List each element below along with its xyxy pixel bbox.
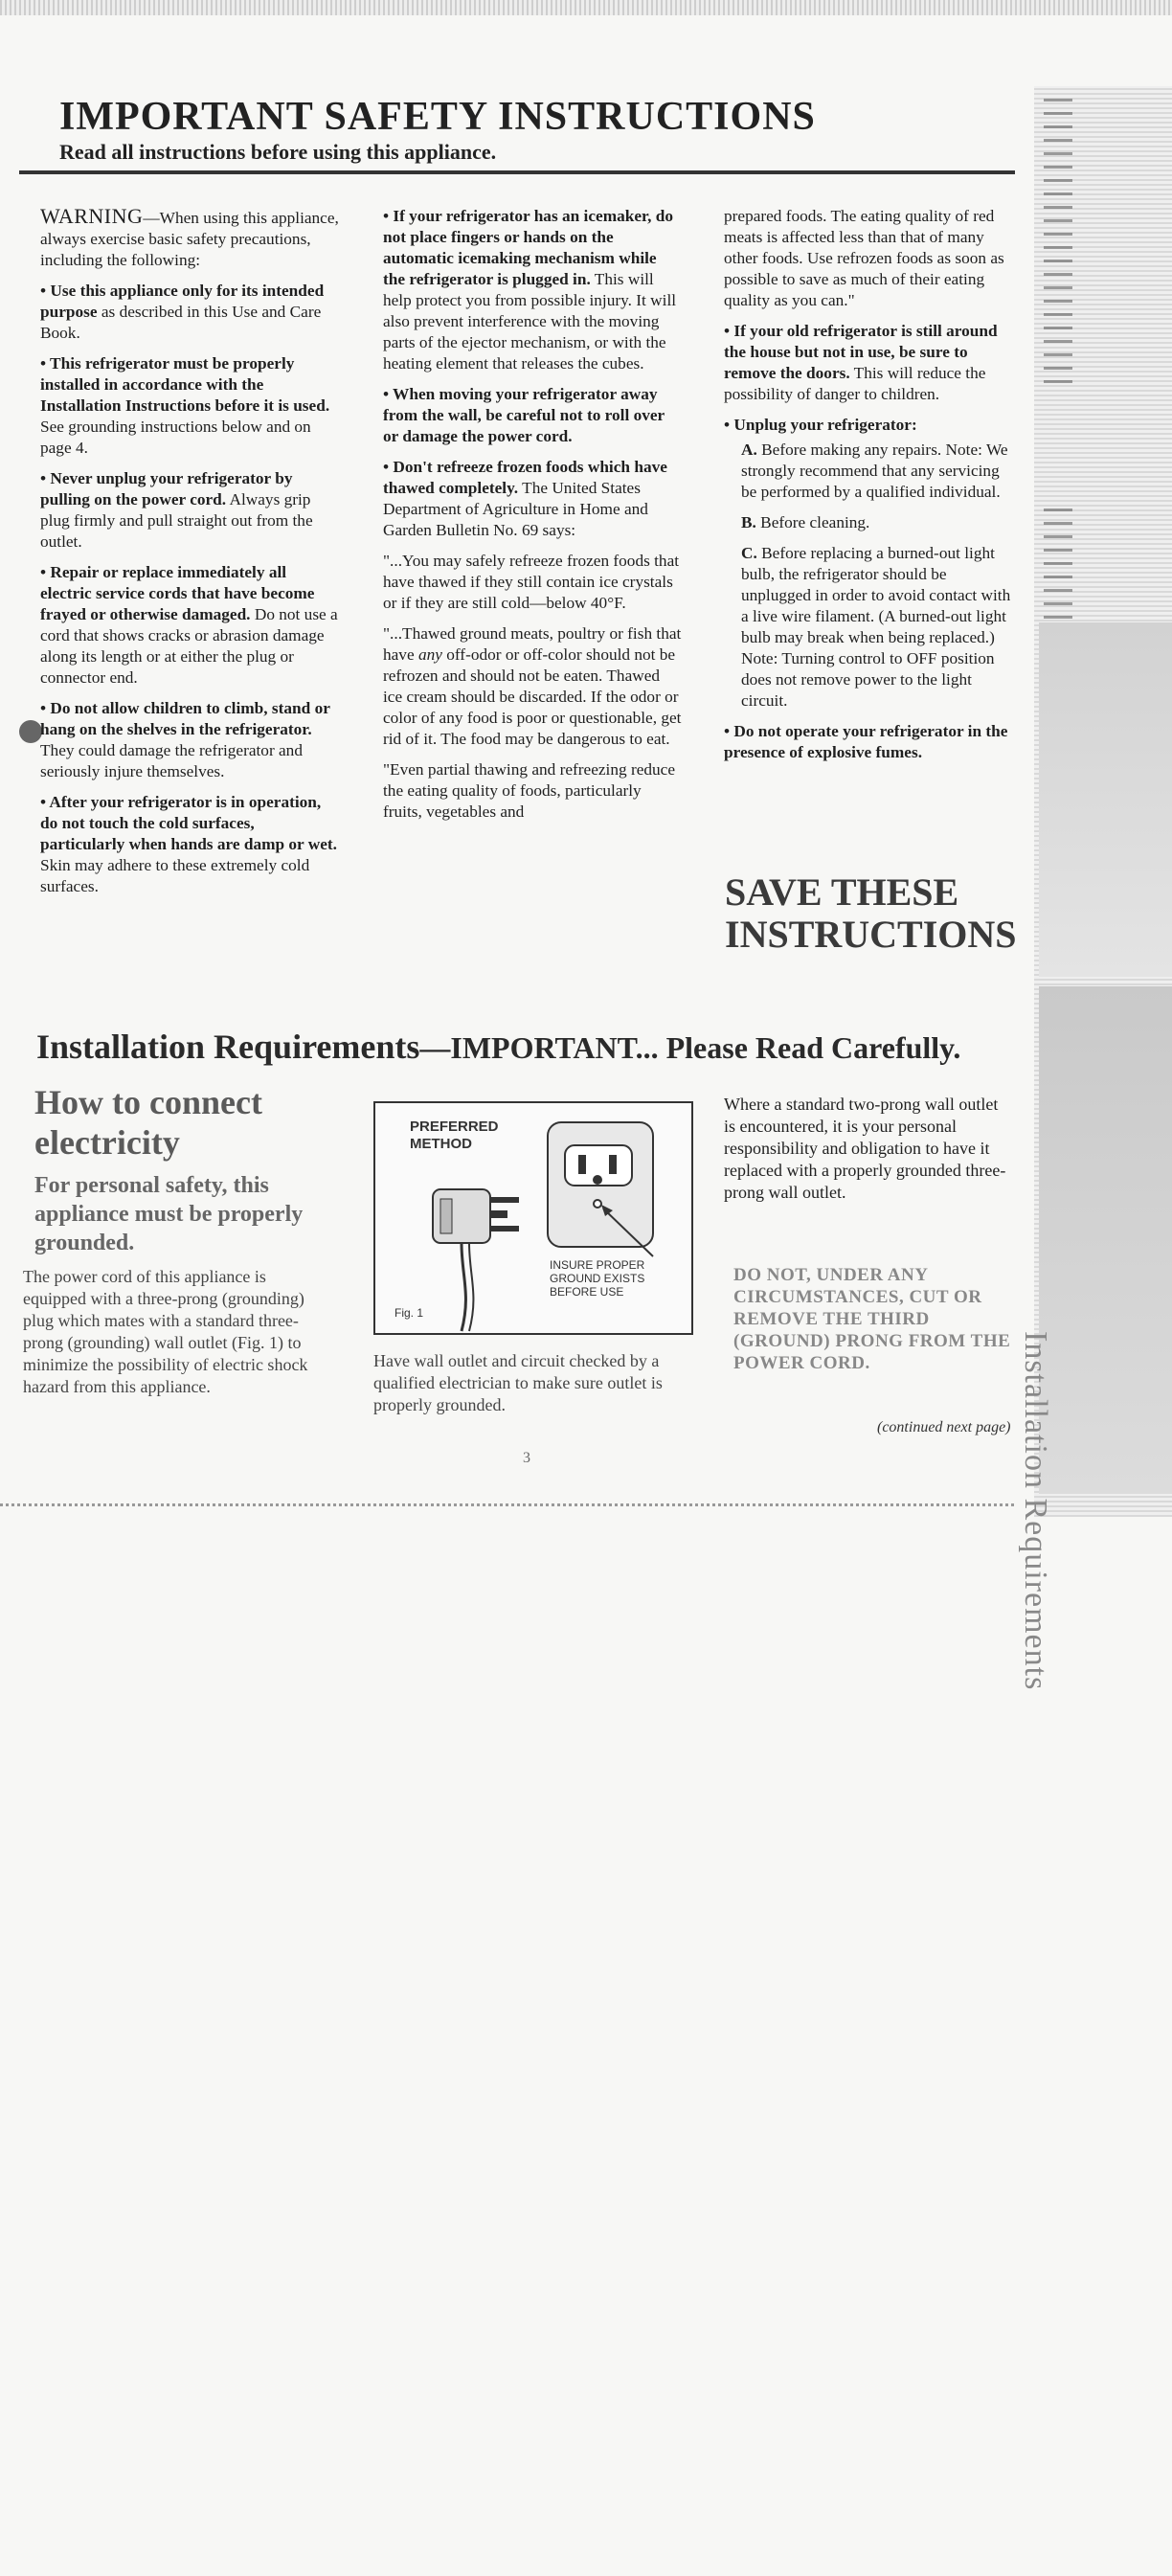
warning-text: —When using this appliance, always exercise basic safety precautions, including the following: <box>40 209 339 269</box>
header-rule <box>19 170 1015 174</box>
usda-quote: "Even partial thawing and refreezing reduce the eating quality of foods, particularly fruits, vegetables and <box>383 760 676 821</box>
safety-item-text: This will help protect you from possible injury. It will also prevent interference with the moving parts of the ejector mechanism, or with the heating element that releases the cubes. <box>383 270 677 373</box>
safety-column-3 <box>724 206 1015 773</box>
safety-item <box>40 353 339 459</box>
warning-paragraph <box>40 206 339 271</box>
safety-item-bold: • Do not operate your refrigerator in the presence of explosive fumes. <box>724 722 1008 761</box>
sub-item-text: Before replacing a burned-out light bulb, the refrigerator should be unplugged in order to avoid contact with a live wire filament. (A burned-out light bulb may break when being replaced.) Note: Turning control to OFF position does not remove power to the light circuit. <box>741 544 1011 710</box>
safety-item-bold: • Don't refreeze frozen foods which have thawed completely. <box>383 458 667 497</box>
two-prong-paragraph: Where a standard two-prong wall outlet is encountered, it is your personal responsibility and obligation to have it replaced with a properly grounded three-prong wall outlet. <box>724 1095 1006 1202</box>
usda-quote-continued: prepared foods. The eating quality of red meats is affected less than that of many other foods. Use refrozen foods as soon as possible to save as much of their eating quality as you can." <box>724 207 1004 309</box>
page-number: 3 <box>523 1450 530 1466</box>
safety-item-bold: • Do not allow children to climb, stand or hang on the shelves in the refrigerator. <box>40 699 330 738</box>
safety-column-1 <box>40 206 339 907</box>
safety-item <box>40 281 339 344</box>
sub-item-label: C. <box>741 544 757 562</box>
safety-item-bold: • Repair or replace immediately all electric service cords that have become frayed or otherwise damaged. <box>40 563 315 623</box>
safety-item-bold: • If your refrigerator has an icemaker, do not place fingers or hands on the automatic icemaking mechanism while the refrigerator is plugged in. <box>383 207 673 288</box>
usda-quote <box>383 623 682 750</box>
figure-1 <box>373 1101 693 1335</box>
hole-punch-mark <box>19 720 42 743</box>
safety-item <box>40 698 339 782</box>
side-tab-label: Installation Requirements <box>1018 1331 1053 1691</box>
grounding-paragraph: The power cord of this appliance is equipped with a three-prong (grounding) plug which mates with a standard three-prong (grounding) wall outlet (Fig. 1) to minimize the possibility of electric shock hazard from this appliance. <box>23 1267 308 1396</box>
unplug-item-a <box>724 440 1015 503</box>
quote-text: off-odor or off-color should not be refrozen and should not be eaten. Thawed ice cream should be discarded. If the odor or color of any food is poor or questionable, get rid of it. The food may be dangerous to eat. <box>383 645 682 748</box>
scan-artifact-bottom <box>0 1503 1015 1506</box>
safety-item-bold: • When moving your refrigerator away from the wall, be careful not to roll over or damage the power cord. <box>383 385 665 445</box>
installation-heading <box>36 1027 960 1067</box>
installation-heading-main: Installation Requirements <box>36 1028 420 1066</box>
safety-item-bold: • Use this appliance only for its intended purpose <box>40 282 325 321</box>
safety-item <box>724 321 1015 405</box>
page-title: IMPORTANT SAFETY INSTRUCTIONS <box>59 95 816 139</box>
safety-item <box>40 792 339 897</box>
safety-item-text: Do not use a cord that shows cracks or abrasion damage along its length or at either the plug or connector end. <box>40 605 338 687</box>
safety-item-bold: • This refrigerator must be properly installed in accordance with the Installation Instructions before it is used. <box>40 354 330 415</box>
safety-item <box>383 206 682 374</box>
connect-electricity-title: How to connect electricity <box>34 1083 262 1162</box>
safety-item <box>40 562 339 689</box>
ground-prong-warning: DO NOT, UNDER ANY CIRCUMSTANCES, CUT OR REMOVE THE THIRD (GROUND) PRONG FROM THE POWER CORD. <box>733 1265 1011 1373</box>
installation-heading-note: —IMPORTANT... Please Read Carefully. <box>419 1030 961 1065</box>
warning-word: WARNING <box>40 204 144 228</box>
safety-item <box>40 468 339 553</box>
personal-safety-subtitle: For personal safety, this appliance must be properly grounded. <box>34 1173 304 1255</box>
continued-note: (continued next page) <box>877 1419 1011 1435</box>
safety-item-text: See grounding instructions below and on page 4. <box>40 418 311 457</box>
safety-item-text: They could damage the refrigerator and seriously injure themselves. <box>40 741 303 780</box>
safety-item-text: This will reduce the possibility of danger to children. <box>724 364 986 403</box>
sub-item-text: Before cleaning. <box>755 513 870 531</box>
safety-item-text: Skin may adhere to these extremely cold surfaces. <box>40 856 310 895</box>
safety-item-text: Always grip plug firmly and pull straight out from the outlet. <box>40 490 313 551</box>
figure-preferred-label: PREFERRED METHOD <box>410 1119 499 1152</box>
page-subtitle: Read all instructions before using this appliance. <box>59 140 497 164</box>
safety-item <box>724 415 1015 436</box>
side-tab-safety <box>1039 622 1172 977</box>
safety-item-bold: • Never unplug your refrigerator by pulling on the power cord. <box>40 469 293 508</box>
safety-item-bold: • After your refrigerator is in operation, do not touch the cold surfaces, particularly when hands are damp or wet. <box>40 793 337 853</box>
usda-quote: "...You may safely refreeze frozen foods that have thawed if they still contain ice crystals or if they are still cold—below 40°F. <box>383 552 680 612</box>
quote-text: "...Thawed ground meats, poultry or fish that have <box>383 624 682 664</box>
unplug-item-c <box>724 543 1015 712</box>
safety-item <box>724 721 1015 763</box>
side-tab-installation <box>1039 986 1172 1494</box>
safety-item-text: as described in this Use and Care Book. <box>40 303 322 342</box>
safety-item <box>383 384 682 447</box>
unplug-item-b <box>724 512 1015 533</box>
save-instructions-title: SAVE THESE INSTRUCTIONS <box>725 870 1017 956</box>
figure-insure-label: INSURE PROPER GROUND EXISTS BEFORE USE <box>550 1258 645 1299</box>
sub-item-label: A. <box>741 441 757 459</box>
safety-item-bold: • Unplug your refrigerator: <box>724 416 917 434</box>
side-tab-markers <box>1044 96 1072 383</box>
electrician-check-paragraph: Have wall outlet and circuit checked by a qualified electrician to make sure outlet is properly grounded. <box>373 1351 663 1414</box>
sub-item-label: B. <box>741 513 756 531</box>
safety-item <box>383 457 682 541</box>
safety-item-bold: • If your old refrigerator is still around the house but not in use, be sure to remove the doors. <box>724 322 998 382</box>
safety-item-text: The United States Department of Agriculture in Home and Garden Bulletin No. 69 says: <box>383 479 648 539</box>
quote-emphasis: any <box>417 645 442 664</box>
safety-column-2 <box>383 206 682 832</box>
figure-caption: Fig. 1 <box>394 1306 424 1320</box>
scan-artifact-top <box>0 0 1172 15</box>
sub-item-text: Before making any repairs. Note: We strongly recommend that any servicing be performed by a qualified individual. <box>741 441 1008 501</box>
